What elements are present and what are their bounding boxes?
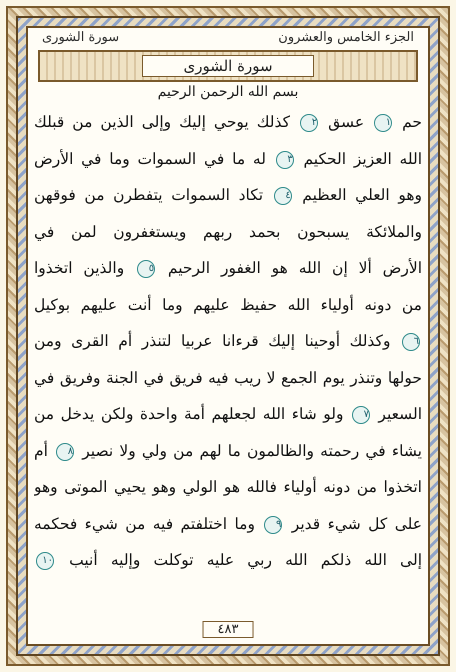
verse-line: اتخذوا من دونه أولياء فالله هو الولي وهو يحيي الموتى وهو <box>34 478 422 496</box>
verse-line: الأرض ألا إن الله هو الغفور الرحيم ٥ والذين اتخذوا <box>34 259 422 277</box>
basmala: بسم الله الرحمن الرحيم <box>157 84 299 100</box>
verse-line: ٦ وكذلك أوحينا إليك قرءانا عربيا لتنذر أم القرى ومن <box>34 332 419 350</box>
verse-line: والملائكة يسبحون بحمد ربهم ويستغفرون لمن في <box>34 222 422 241</box>
ayah-number-marker: ٧ <box>352 406 370 424</box>
page-number: ٤٨٣ <box>203 621 254 638</box>
verse-line: من دونه أولياء الله حفيظ عليهم وما أنت عليهم بوكيل <box>34 295 422 314</box>
ayah-number-marker: ٥ <box>137 260 155 278</box>
verse-line: على كل شيء قدير ٩ وما اختلفتم فيه من شيء فحكمه <box>34 514 422 533</box>
verse-lines <box>34 104 422 579</box>
ayah-number-marker: ٩ <box>264 516 282 534</box>
juz-label: الجزء الخامس والعشرون <box>278 30 414 45</box>
ayah-number-marker: ٤ <box>274 187 292 205</box>
verse-line: السعير ٧ ولو شاء الله لجعلهم أمة واحدة ولكن يدخل من <box>34 405 422 423</box>
verse-line: حم ١ عسق ٢ كذلك يوحي إليك وإلى الذين من قبلك <box>34 113 422 131</box>
text-area <box>26 26 430 646</box>
verse-line: حولها وتنذر يوم الجمع لا ريب فيه فريق في الجنة وفريق في <box>34 368 422 387</box>
ayah-number-marker: ٣ <box>276 151 294 169</box>
ayah-number-marker: ١ <box>374 114 392 132</box>
surah-title: سورة الشورى <box>142 55 313 77</box>
ayah-number-marker: ٨ <box>56 443 74 461</box>
page-header <box>28 28 428 50</box>
surah-title-banner <box>38 50 418 82</box>
verse-line: الله العزيز الحكيم ٣ له ما في السموات وما في الأرض <box>34 149 422 168</box>
surah-header-label: سورة الشورى <box>42 30 120 45</box>
ayah-number-marker: ٦ <box>402 333 420 351</box>
ayah-number-marker: ٢ <box>300 114 318 132</box>
verse-line: إلى الله ذلكم الله ربي عليه توكلت وإليه أنيب ١٠ <box>34 542 422 579</box>
ayah-number-marker: ١٠ <box>36 552 54 570</box>
verse-line: يشاء في رحمته والظالمون ما لهم من ولي ولا نصير ٨ أم <box>34 441 422 460</box>
verse-line: وهو العلي العظيم ٤ تكاد السموات يتفطرن من فوقهن <box>34 186 422 204</box>
